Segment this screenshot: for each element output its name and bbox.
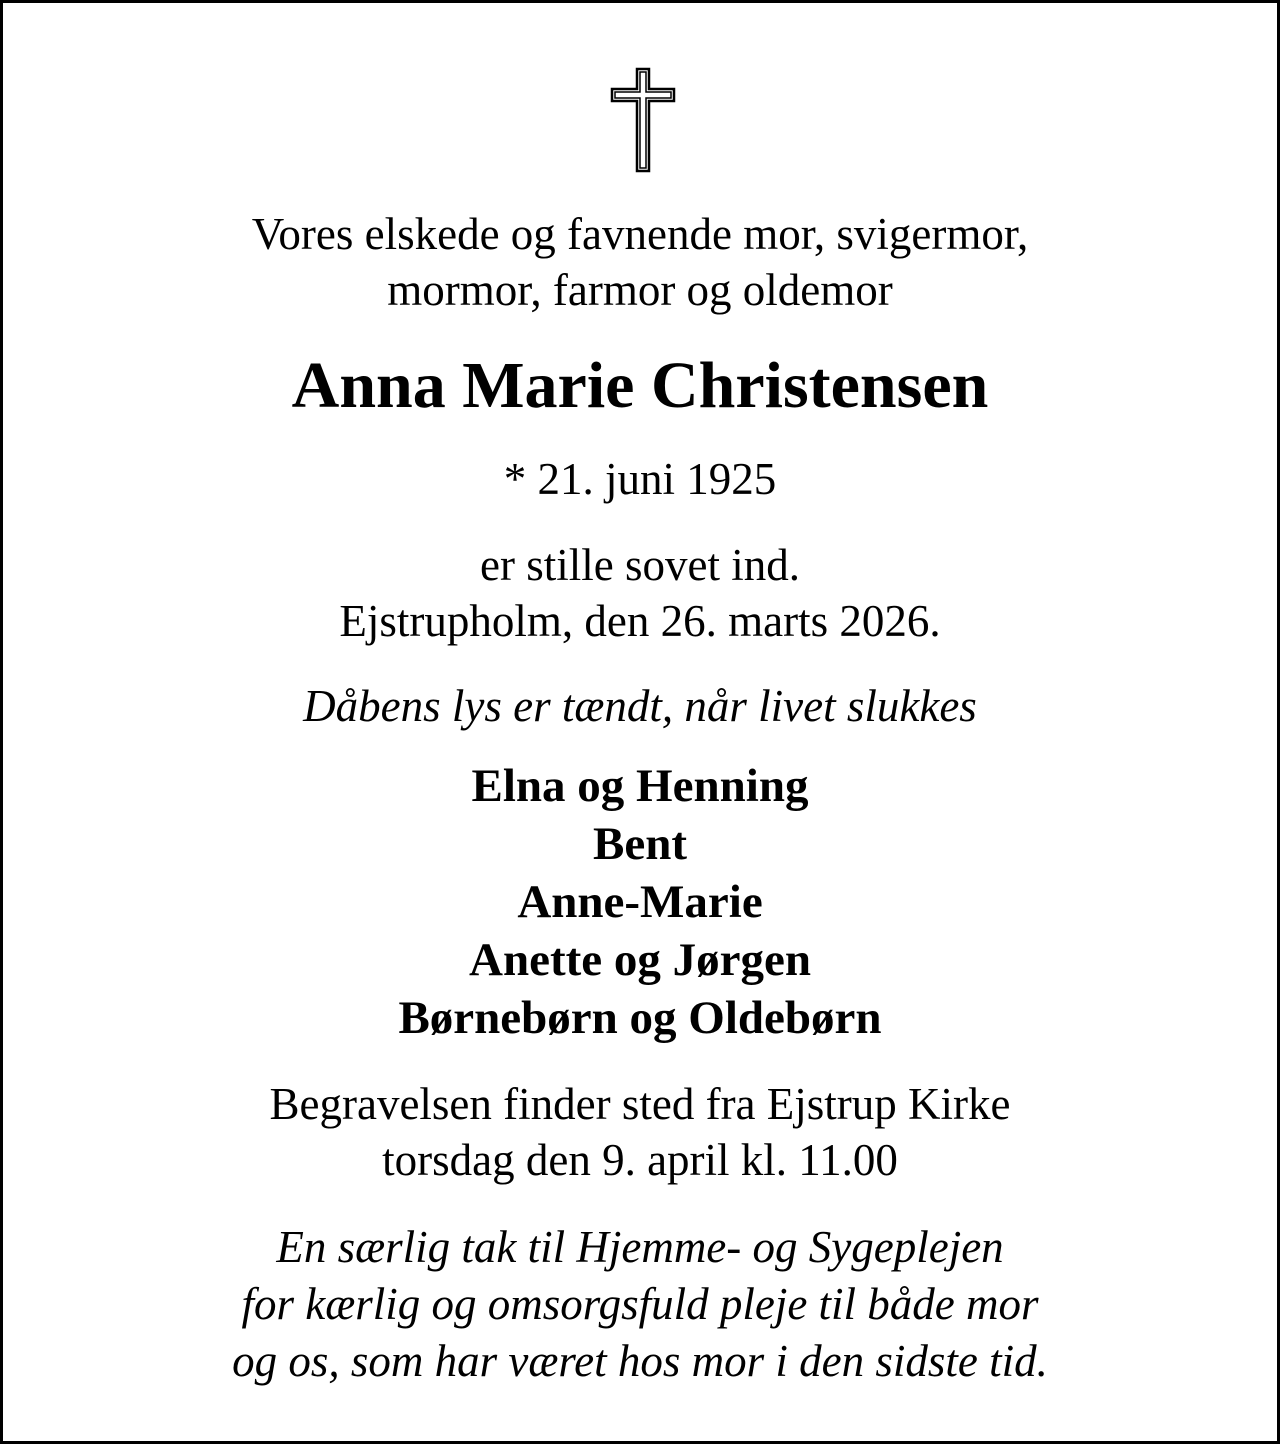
- family-member: Elna og Henning: [471, 760, 809, 812]
- thanks-line: for kærlig og omsorgsfuld pleje til både mor: [241, 1279, 1039, 1329]
- intro-line: Vores elskede og favnende mor, svigermor,: [251, 209, 1029, 259]
- thanks-text: [3, 1219, 1277, 1390]
- birth-date: * 21. juni 1925: [503, 454, 777, 504]
- cross-icon: [610, 67, 676, 173]
- funeral-info: [3, 1076, 1277, 1188]
- family-member: Anette og Jørgen: [469, 934, 811, 986]
- family-member: Børnebørn og Oldebørn: [398, 992, 882, 1044]
- thanks-line: og os, som har været hos mor i den sidste tid.: [232, 1336, 1048, 1386]
- passing-line: Ejstrupholm, den 26. marts 2026.: [339, 596, 941, 646]
- funeral-line: torsdag den 9. april kl. 11.00: [382, 1135, 898, 1185]
- intro-text: [3, 206, 1277, 318]
- verse-text: Dåbens lys er tændt, når livet slukkes: [303, 681, 977, 731]
- thanks-line: En særlig tak til Hjemme- og Sygeplejen: [276, 1222, 1004, 1272]
- family-list: [3, 757, 1277, 1047]
- passing-line: er stille sovet ind.: [480, 540, 800, 590]
- funeral-line: Begravelsen finder sted fra Ejstrup Kirke: [269, 1079, 1011, 1129]
- passing-text: [3, 537, 1277, 649]
- family-member: Bent: [593, 818, 687, 870]
- family-member: Anne-Marie: [517, 876, 763, 928]
- intro-line: mormor, farmor og oldemor: [387, 265, 893, 315]
- deceased-name: Anna Marie Christensen: [291, 349, 989, 422]
